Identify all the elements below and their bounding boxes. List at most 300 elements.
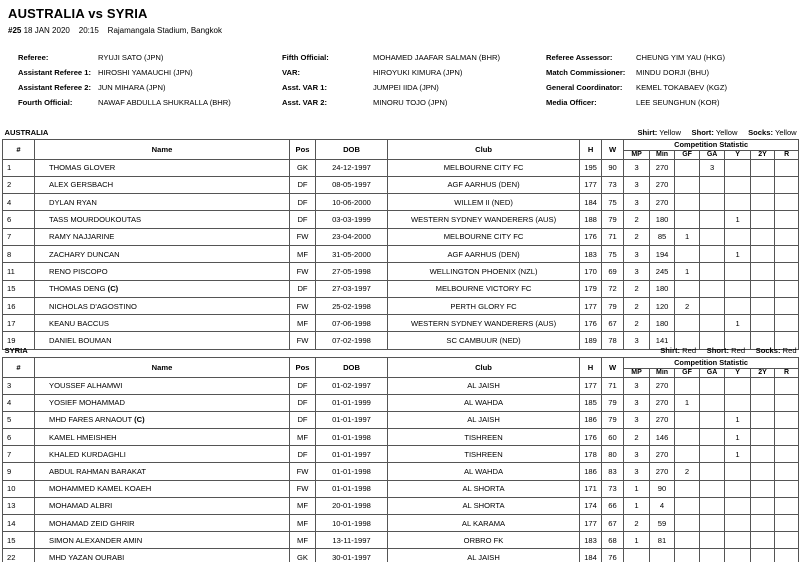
player-gf (675, 280, 700, 297)
player-name (35, 463, 290, 480)
player-min: 270 (650, 159, 675, 176)
player-mp: 3 (624, 377, 650, 394)
player-min: 85 (650, 228, 675, 245)
player-ga (700, 463, 725, 480)
player-mp: 2 (624, 297, 650, 314)
player-dob: 24-12-1997 (316, 159, 388, 176)
official-label: Assistant Referee 1: (18, 68, 92, 77)
officials-row (18, 68, 798, 83)
player-r (775, 280, 799, 297)
player-h: 188 (580, 211, 602, 228)
match-venue: Rajamangala Stadium, Bangkok (107, 26, 222, 35)
official-value: MINORU TOJO (JPN) (373, 98, 448, 107)
player-h: 184 (580, 549, 602, 562)
player-club: AL JAISH (388, 549, 580, 562)
player-y2 (751, 532, 775, 549)
col-w: W (602, 357, 624, 377)
player-num: 22 (3, 549, 35, 562)
player-y: 1 (725, 429, 751, 446)
player-gf (675, 377, 700, 394)
player-mp: 3 (624, 176, 650, 193)
player-name-text: SIMON ALEXANDER AMIN (49, 535, 143, 545)
player-ga (700, 263, 725, 280)
player-club: AGF AARHUS (DEN) (388, 245, 580, 262)
kit-label: Shirt: (637, 128, 658, 138)
player-num: 6 (3, 429, 35, 446)
player-mp: 3 (624, 245, 650, 262)
player-min: 120 (650, 297, 675, 314)
player-h: 176 (580, 315, 602, 332)
player-w: 73 (602, 176, 624, 193)
col-gf: GF (675, 150, 700, 159)
captain-mark: (C) (134, 415, 145, 425)
player-gf: 1 (675, 394, 700, 411)
col-competition: Competition Statistic (624, 357, 799, 368)
player-num: 4 (3, 194, 35, 211)
player-name-text: TASS MOURDOUKOUTAS (49, 215, 142, 225)
officials-row (18, 83, 798, 98)
player-name (35, 211, 290, 228)
player-r (775, 429, 799, 446)
player-pos: GK (290, 549, 316, 562)
official-value: JUN MIHARA (JPN) (98, 83, 166, 92)
player-h: 186 (580, 411, 602, 428)
player-name (35, 429, 290, 446)
col-club: Club (388, 357, 580, 377)
player-name-text: THOMAS GLOVER (49, 163, 116, 173)
player-ga (700, 394, 725, 411)
captain-mark: (C) (107, 284, 119, 294)
player-row (3, 280, 799, 297)
player-name (35, 228, 290, 245)
player-y2 (751, 515, 775, 532)
player-pos: MF (290, 532, 316, 549)
player-w: 79 (602, 394, 624, 411)
player-pos: FW (290, 263, 316, 280)
player-min: 270 (650, 446, 675, 463)
player-pos: MF (290, 515, 316, 532)
player-y2 (751, 280, 775, 297)
officials-row (18, 53, 798, 68)
player-h: 174 (580, 497, 602, 514)
player-ga (700, 549, 725, 562)
player-r (775, 480, 799, 497)
player-h: 184 (580, 194, 602, 211)
col-min: Min (650, 150, 675, 159)
shirt-color: Red (682, 346, 697, 356)
player-row (3, 159, 799, 176)
player-gf (675, 194, 700, 211)
player-r (775, 159, 799, 176)
player-pos: FW (290, 463, 316, 480)
player-r (775, 497, 799, 514)
col-competition: Competition Statistic (624, 139, 799, 150)
team-header-row (3, 345, 799, 357)
player-mp: 3 (624, 332, 650, 349)
player-min: 141 (650, 332, 675, 349)
player-name-text: ABDUL RAHMAN BARAKAT (49, 467, 147, 477)
player-num: 15 (3, 280, 35, 297)
player-r (775, 245, 799, 262)
player-y: 1 (725, 411, 751, 428)
player-r (775, 228, 799, 245)
socks-color: Yellow (774, 128, 797, 138)
player-y: 1 (725, 315, 751, 332)
player-r (775, 411, 799, 428)
player-club: PERTH GLORY FC (388, 297, 580, 314)
player-name (35, 532, 290, 549)
player-gf: 1 (675, 263, 700, 280)
player-num: 8 (3, 245, 35, 262)
player-gf (675, 549, 700, 562)
player-name-text: KAMEL HMEISHEH (49, 432, 117, 442)
player-name (35, 480, 290, 497)
player-w: 75 (602, 194, 624, 211)
player-club: ORBRO FK (388, 532, 580, 549)
player-ga (700, 377, 725, 394)
team-kit (580, 345, 799, 357)
player-club: MELBOURNE CITY FC (388, 159, 580, 176)
official-value: MOHAMED JAAFAR SALMAN (BHR) (373, 53, 500, 62)
player-ga (700, 480, 725, 497)
player-ga (700, 411, 725, 428)
player-mp: 3 (624, 463, 650, 480)
player-name (35, 497, 290, 514)
player-pos: DF (290, 394, 316, 411)
player-w: 90 (602, 159, 624, 176)
official-value: NAWAF ABDULLA SHUKRALLA (BHR) (98, 98, 231, 107)
player-mp: 2 (624, 515, 650, 532)
player-min: 146 (650, 429, 675, 446)
player-name (35, 315, 290, 332)
player-h: 177 (580, 297, 602, 314)
player-dob: 30-01-1997 (316, 549, 388, 562)
team-name: SYRIA (4, 346, 28, 356)
official-label: Asst. VAR 2: (282, 98, 328, 107)
player-name (35, 159, 290, 176)
player-y (725, 159, 751, 176)
player-pos: DF (290, 411, 316, 428)
column-header-row (3, 139, 799, 150)
player-name-text: RAMY NAJJARINE (49, 232, 115, 242)
player-row (3, 446, 799, 463)
player-w: 73 (602, 480, 624, 497)
player-dob: 13-11-1997 (316, 532, 388, 549)
team-header-row (3, 127, 799, 139)
player-r (775, 263, 799, 280)
player-club: TISHREEN (388, 446, 580, 463)
official-value: HIROYUKI KIMURA (JPN) (373, 68, 463, 77)
player-club: SC CAMBUUR (NED) (388, 332, 580, 349)
player-ga: 3 (700, 159, 725, 176)
col-name: Name (35, 357, 290, 377)
player-gf: 2 (675, 463, 700, 480)
player-num: 2 (3, 176, 35, 193)
player-min: 270 (650, 176, 675, 193)
player-gf (675, 245, 700, 262)
player-y (725, 176, 751, 193)
player-row (3, 194, 799, 211)
player-name (35, 411, 290, 428)
socks-color: Red (782, 346, 797, 356)
official-value: KEMEL TOKABAEV (KGZ) (636, 83, 728, 92)
player-y (725, 377, 751, 394)
player-w: 75 (602, 245, 624, 262)
col-h: H (580, 357, 602, 377)
player-min: 194 (650, 245, 675, 262)
player-dob: 01-01-1998 (316, 480, 388, 497)
player-gf (675, 480, 700, 497)
officials-block (18, 53, 798, 113)
player-dob: 27-05-1998 (316, 263, 388, 280)
player-name (35, 297, 290, 314)
player-club: AL WAHDA (388, 394, 580, 411)
player-min: 245 (650, 263, 675, 280)
player-num: 7 (3, 228, 35, 245)
player-num: 14 (3, 515, 35, 532)
player-min: 4 (650, 497, 675, 514)
player-ga (700, 176, 725, 193)
player-name-text: MHD YAZAN OURABI (49, 552, 125, 562)
player-dob: 01-01-1998 (316, 463, 388, 480)
player-w: 67 (602, 315, 624, 332)
player-club: MELBOURNE VICTORY FC (388, 280, 580, 297)
col-ga: GA (700, 150, 725, 159)
player-name-text: MOHAMMED KAMEL KOAEH (49, 484, 152, 494)
official-label: Fifth Official: (282, 53, 329, 62)
player-y (725, 515, 751, 532)
player-h: 170 (580, 263, 602, 280)
player-name (35, 446, 290, 463)
player-name-text: YOSIEF MOHAMMAD (49, 398, 125, 408)
player-name-text: MHD FARES ARNAOUT (49, 415, 132, 425)
player-num: 5 (3, 411, 35, 428)
player-name-text: ZACHARY DUNCAN (49, 249, 120, 259)
player-ga (700, 532, 725, 549)
player-dob: 31-05-2000 (316, 245, 388, 262)
col-h: H (580, 139, 602, 159)
player-mp: 3 (624, 411, 650, 428)
player-name-text: MOHAMAD ALBRI (49, 501, 113, 511)
player-num: 7 (3, 446, 35, 463)
player-dob: 01-02-1997 (316, 377, 388, 394)
player-club: WILLEM II (NED) (388, 194, 580, 211)
player-gf (675, 176, 700, 193)
player-ga (700, 315, 725, 332)
official-value: RYUJI SATO (JPN) (98, 53, 164, 62)
col-y2: 2Y (751, 368, 775, 377)
player-pos: GK (290, 159, 316, 176)
player-w: 68 (602, 532, 624, 549)
player-y: 1 (725, 446, 751, 463)
player-num: 11 (3, 263, 35, 280)
player-y2 (751, 228, 775, 245)
player-gf (675, 497, 700, 514)
player-mp: 1 (624, 497, 650, 514)
official-label: General Coordinator: (546, 83, 623, 92)
match-time: 20:15 (78, 26, 99, 35)
player-y2 (751, 463, 775, 480)
player-y (725, 549, 751, 562)
player-pos: FW (290, 332, 316, 349)
col-y2: 2Y (751, 150, 775, 159)
player-r (775, 532, 799, 549)
short-color: Red (731, 346, 746, 356)
player-club: AL JAISH (388, 377, 580, 394)
player-mp (624, 549, 650, 562)
player-ga (700, 245, 725, 262)
official-value: LEE SEUNGHUN (KOR) (636, 98, 720, 107)
kit-label: Short: (691, 128, 714, 138)
australia-table (2, 127, 799, 350)
player-ga (700, 446, 725, 463)
player-row (3, 315, 799, 332)
player-y2 (751, 263, 775, 280)
player-h: 185 (580, 394, 602, 411)
player-name (35, 176, 290, 193)
official-value: JUMPEI IIDA (JPN) (373, 83, 439, 92)
player-gf (675, 532, 700, 549)
player-y2 (751, 315, 775, 332)
player-y (725, 394, 751, 411)
player-gf: 2 (675, 297, 700, 314)
player-ga (700, 194, 725, 211)
col-ga: GA (700, 368, 725, 377)
player-min: 180 (650, 315, 675, 332)
player-pos: MF (290, 245, 316, 262)
player-gf (675, 446, 700, 463)
player-r (775, 463, 799, 480)
player-name (35, 245, 290, 262)
player-h: 178 (580, 446, 602, 463)
player-club: AL WAHDA (388, 463, 580, 480)
player-y2 (751, 377, 775, 394)
player-y2 (751, 411, 775, 428)
player-y (725, 194, 751, 211)
player-h: 183 (580, 245, 602, 262)
player-r (775, 515, 799, 532)
player-gf (675, 315, 700, 332)
player-gf (675, 515, 700, 532)
player-y2 (751, 159, 775, 176)
player-w: 60 (602, 429, 624, 446)
player-pos: DF (290, 176, 316, 193)
player-pos: DF (290, 211, 316, 228)
player-ga (700, 280, 725, 297)
player-w: 72 (602, 280, 624, 297)
player-gf: 1 (675, 228, 700, 245)
player-name (35, 280, 290, 297)
player-ga (700, 429, 725, 446)
official-label: Media Officer: (546, 98, 597, 107)
match-date: 18 JAN 2020 (23, 26, 70, 35)
player-h: 186 (580, 463, 602, 480)
player-num: 9 (3, 463, 35, 480)
player-min: 270 (650, 194, 675, 211)
player-num: 4 (3, 394, 35, 411)
col-pos: Pos (290, 357, 316, 377)
player-mp: 3 (624, 394, 650, 411)
player-y (725, 297, 751, 314)
col-num: # (3, 139, 35, 159)
col-min: Min (650, 368, 675, 377)
official-label: Referee Assessor: (546, 53, 613, 62)
player-y2 (751, 176, 775, 193)
player-name-text: NICHOLAS D'AGOSTINO (49, 301, 137, 311)
player-gf (675, 411, 700, 428)
player-row (3, 228, 799, 245)
official-label: Fourth Official: (18, 98, 73, 107)
official-label: Asst. VAR 1: (282, 83, 328, 92)
player-club: MELBOURNE CITY FC (388, 228, 580, 245)
kit-label: Short: (706, 346, 729, 356)
col-name: Name (35, 139, 290, 159)
player-num: 17 (3, 315, 35, 332)
player-h: 189 (580, 332, 602, 349)
player-r (775, 297, 799, 314)
kit-label: Socks: (748, 128, 773, 138)
player-row (3, 377, 799, 394)
player-name (35, 377, 290, 394)
official-value: HIROSHI YAMAUCHI (JPN) (98, 68, 193, 77)
match-info (8, 26, 222, 35)
player-pos: DF (290, 446, 316, 463)
player-num: 6 (3, 211, 35, 228)
player-dob: 10-01-1998 (316, 515, 388, 532)
kit-label: Socks: (755, 346, 781, 356)
player-w: 67 (602, 515, 624, 532)
player-name-text: YOUSSEF ALHAMWI (49, 381, 123, 391)
player-gf (675, 211, 700, 228)
player-dob: 01-01-1999 (316, 394, 388, 411)
player-min: 270 (650, 411, 675, 428)
player-w: 79 (602, 411, 624, 428)
player-mp: 1 (624, 480, 650, 497)
player-club: AL JAISH (388, 411, 580, 428)
official-label: Referee: (18, 53, 49, 62)
player-ga (700, 228, 725, 245)
player-pos: FW (290, 297, 316, 314)
player-h: 176 (580, 228, 602, 245)
official-value: MINDU DORJI (BHU) (636, 68, 709, 77)
player-pos: FW (290, 480, 316, 497)
player-mp: 3 (624, 446, 650, 463)
player-dob: 07-06-1998 (316, 315, 388, 332)
player-row (3, 176, 799, 193)
player-y: 1 (725, 211, 751, 228)
official-label: Match Commissioner: (546, 68, 626, 77)
col-mp: MP (624, 150, 650, 159)
player-dob: 08-05-1997 (316, 176, 388, 193)
player-dob: 01-01-1997 (316, 411, 388, 428)
player-name (35, 194, 290, 211)
player-r (775, 315, 799, 332)
match-title: AUSTRALIA vs SYRIA (8, 6, 148, 21)
player-pos: DF (290, 377, 316, 394)
player-r (775, 211, 799, 228)
player-pos: MF (290, 315, 316, 332)
player-min: 59 (650, 515, 675, 532)
player-h: 177 (580, 176, 602, 193)
player-club: WELLINGTON PHOENIX (NZL) (388, 263, 580, 280)
player-h: 177 (580, 377, 602, 394)
player-num: 16 (3, 297, 35, 314)
official-value: CHEUNG YIM YAU (HKG) (636, 53, 726, 62)
player-y (725, 480, 751, 497)
match-number: #25 (8, 26, 22, 35)
player-w: 83 (602, 463, 624, 480)
team-name: AUSTRALIA (4, 128, 49, 138)
